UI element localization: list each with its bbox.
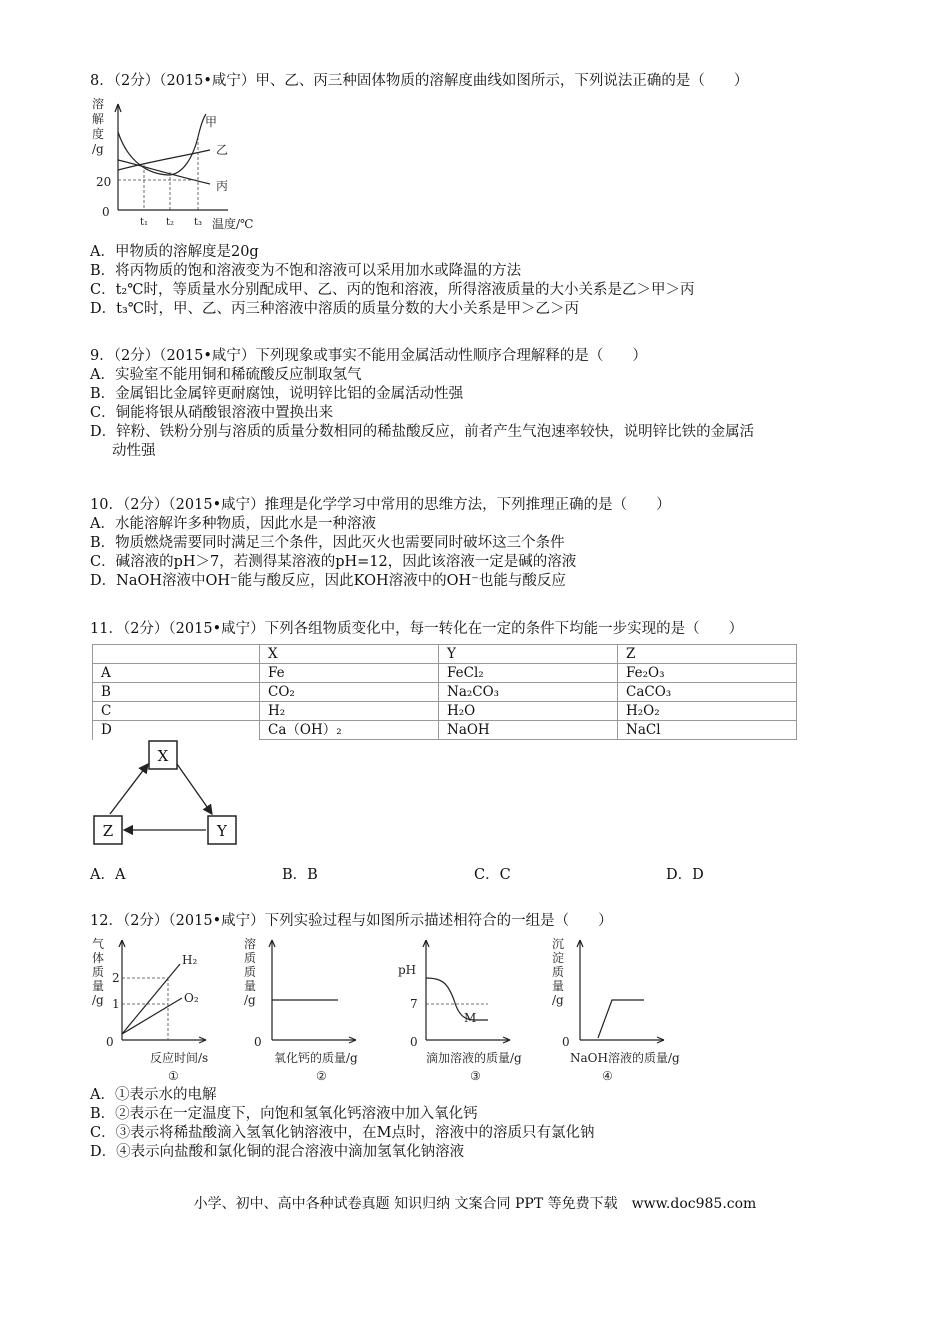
q10-option-a[interactable]: A．水能溶解许多种物质，因此水是一种溶液 xyxy=(90,516,376,532)
q11-option-b[interactable]: B．B xyxy=(282,867,318,883)
q12-option-a[interactable]: A．①表示水的电解 xyxy=(90,1087,217,1103)
q12-option-c[interactable]: C．③表示将稀盐酸滴入氢氧化钠溶液中，在M点时，溶液中的溶质只有氯化钠 xyxy=(90,1125,595,1141)
table-header-cell: X xyxy=(260,645,439,664)
table-cell: NaCl xyxy=(618,721,797,740)
table-cell: H₂O₂ xyxy=(618,702,797,721)
q10-option-b[interactable]: B．物质燃烧需要同时满足三个条件，因此灭火也需要同时破坏这三个条件 xyxy=(90,535,565,551)
table-cell: H₂ xyxy=(260,702,439,721)
g4-xlabel: NaOH溶液的质量/g xyxy=(570,1051,680,1065)
table-cell: CO₂ xyxy=(260,683,439,702)
q8-option-c[interactable]: C．t₂℃时，等质量水分别配成甲、乙、丙的饱和溶液，所得溶液质量的大小关系是乙＞甲＞丙 xyxy=(90,282,695,298)
q8-label-jia: 甲 xyxy=(205,115,218,129)
g1-label-h2: H₂ xyxy=(182,953,198,967)
q12-options xyxy=(90,1086,594,1162)
q8-option-a[interactable]: A．甲物质的溶解度是20g xyxy=(90,244,259,260)
table-cell: NaOH xyxy=(439,721,618,740)
node-z-label: Z xyxy=(102,822,114,840)
table-cell: Fe xyxy=(260,664,439,683)
q9-option-d[interactable]: D．锌粉、铁粉分别与溶质的质量分数相同的稀盐酸反应，前者产生气泡速率较快，说明锌比铁的金属活 xyxy=(90,424,755,440)
q8-tick-t3: t₃ xyxy=(194,217,203,228)
q9-stem: 9．（2分）（2015•咸宁）下列现象或事实不能用金属活动性顺序合理解释的是（ ） xyxy=(90,348,647,364)
table-cell: CaCO₃ xyxy=(618,683,797,702)
q9-option-b[interactable]: B．金属铝比金属锌更耐腐蚀，说明锌比铝的金属活动性强 xyxy=(90,386,464,402)
g1-ylabel-2: 质 xyxy=(92,965,105,979)
q9-option-d-cont: 动性强 xyxy=(112,443,156,459)
q8-stem: 8．（2分）（2015•咸宁）甲、乙、丙三种固体物质的溶解度曲线如图所示，下列说法正确的是（ ） xyxy=(90,73,749,89)
table-header-row xyxy=(93,645,797,664)
g1-xlabel: 反应时间/s xyxy=(150,1051,209,1065)
g2-origin: 0 xyxy=(254,1035,262,1049)
q8-xlabel: 温度/℃ xyxy=(212,217,254,231)
q8-label-yi: 乙 xyxy=(216,143,229,157)
q11-option-a[interactable]: A．A xyxy=(90,867,126,883)
table-cell: Fe₂O₃ xyxy=(618,664,797,683)
g3-label-m: M xyxy=(464,1011,477,1025)
g4-ylabel-0: 沉 xyxy=(552,937,565,951)
g1-ylabel-1: 体 xyxy=(92,951,105,965)
table-cell: D xyxy=(93,721,260,740)
q8-option-d[interactable]: D．t₃℃时，甲、乙、丙三种溶液中溶质的质量分数的大小关系是甲＞乙＞丙 xyxy=(90,301,579,317)
g4-ylabel-2: 质 xyxy=(552,965,565,979)
g1-ylabel-0: 气 xyxy=(92,937,105,951)
q8-options xyxy=(90,243,694,319)
q8-origin: 0 xyxy=(102,205,110,219)
table-cell: Na₂CO₃ xyxy=(439,683,618,702)
question-8 xyxy=(90,72,748,91)
q12-option-d[interactable]: D．④表示向盐酸和氯化铜的混合溶液中滴加氢氧化钠溶液 xyxy=(90,1144,465,1160)
q11-cycle-diagram xyxy=(90,738,250,848)
question-9 xyxy=(90,347,754,461)
g2-ylabel-4: /g xyxy=(244,993,256,1007)
q11-options xyxy=(90,866,858,885)
q12-option-b[interactable]: B．②表示在一定温度下，向饱和氢氧化钙溶液中加入氧化钙 xyxy=(90,1106,478,1122)
g2-ylabel-0: 溶 xyxy=(244,937,257,951)
table-cell: B xyxy=(93,683,260,702)
q9-option-c[interactable]: C．铜能将银从硝酸银溶液中置换出来 xyxy=(90,405,334,421)
q11-option-c[interactable]: C．C xyxy=(474,867,511,883)
table-header-cell: Y xyxy=(439,645,618,664)
question-10 xyxy=(90,496,671,591)
table-row xyxy=(93,683,797,702)
q8-tick-t2: t₂ xyxy=(166,217,175,228)
table-cell: C xyxy=(93,702,260,721)
g1-ylabel-3: 量 xyxy=(92,979,105,993)
q10-stem: 10．（2分）（2015•咸宁）推理是化学学习中常用的思维方法，下列推理正确的是（ ） xyxy=(90,497,671,513)
q8-solubility-graph xyxy=(88,92,268,232)
g3-tick-7: 7 xyxy=(410,997,418,1011)
table-row xyxy=(93,664,797,683)
table-cell: A xyxy=(93,664,260,683)
table-cell: Ca（OH）₂ xyxy=(260,721,439,740)
q11-table xyxy=(92,644,797,740)
q11-stem: 11．（2分）（2015•咸宁）下列各组物质变化中，每一转化在一定的条件下均能一步实现的是（ ） xyxy=(90,621,744,637)
node-x-label: X xyxy=(157,747,169,765)
q8-ylabel-0: 溶 xyxy=(92,97,105,111)
q12-graphs xyxy=(88,934,708,1084)
g3-ylabel-0: pH xyxy=(398,963,417,977)
question-11 xyxy=(90,620,743,639)
g4-num: ④ xyxy=(602,1069,613,1083)
q8-y20: 20 xyxy=(96,175,112,189)
table-row xyxy=(93,721,797,740)
q9-option-a[interactable]: A．实验室不能用铜和稀硫酸反应制取氢气 xyxy=(90,367,362,383)
g3-num: ③ xyxy=(470,1069,481,1083)
g1-num: ① xyxy=(168,1069,179,1083)
g4-origin: 0 xyxy=(562,1035,570,1049)
q8-label-bing: 丙 xyxy=(216,179,229,193)
g4-ylabel-4: /g xyxy=(552,993,564,1007)
g3-origin: 0 xyxy=(410,1035,418,1049)
q8-ylabel-2: 度 xyxy=(92,127,105,141)
g2-num: ② xyxy=(316,1069,327,1083)
q8-tick-t1: t₁ xyxy=(140,217,149,228)
g1-tick-1: 1 xyxy=(112,997,120,1011)
table-header-cell: Z xyxy=(618,645,797,664)
g2-xlabel: 氧化钙的质量/g xyxy=(274,1051,358,1065)
g1-ylabel-4: /g xyxy=(92,993,104,1007)
g2-ylabel-1: 质 xyxy=(244,951,257,965)
g3-xlabel: 滴加溶液的质量/g xyxy=(426,1051,522,1065)
q8-ylabel-1: 解 xyxy=(92,112,105,126)
q10-option-d[interactable]: D．NaOH溶液中OH⁻能与酸反应，因此KOH溶液中的OH⁻也能与酸反应 xyxy=(90,573,566,589)
q11-option-d[interactable]: D．D xyxy=(666,867,704,883)
g2-ylabel-3: 量 xyxy=(244,979,257,993)
q8-option-b[interactable]: B．将丙物质的饱和溶液变为不饱和溶液可以采用加水或降温的方法 xyxy=(90,263,522,279)
table-row xyxy=(93,702,797,721)
q8-ylabel-3: /g xyxy=(92,142,104,156)
q12-stem: 12．（2分）（2015•咸宁）下列实验过程与如图所示描述相符合的一组是（ ） xyxy=(90,913,613,929)
g1-tick-2: 2 xyxy=(112,971,120,985)
table-cell: FeCl₂ xyxy=(439,664,618,683)
g4-ylabel-3: 量 xyxy=(552,979,565,993)
node-y-label: Y xyxy=(217,822,227,840)
question-12 xyxy=(90,912,613,931)
table-header-cell xyxy=(93,645,260,664)
page-footer: 小学、初中、高中各种试卷真题 知识归纳 文案合同 PPT 等免费下载 www.doc985.com xyxy=(193,1196,757,1212)
g4-ylabel-1: 淀 xyxy=(552,951,565,965)
g2-ylabel-2: 质 xyxy=(244,965,257,979)
table-cell: H₂O xyxy=(439,702,618,721)
g1-origin: 0 xyxy=(106,1035,114,1049)
q10-option-c[interactable]: C．碱溶液的pH＞7，若测得某溶液的pH=12，因此该溶液一定是碱的溶液 xyxy=(90,554,577,570)
g1-label-o2: O₂ xyxy=(184,991,199,1005)
